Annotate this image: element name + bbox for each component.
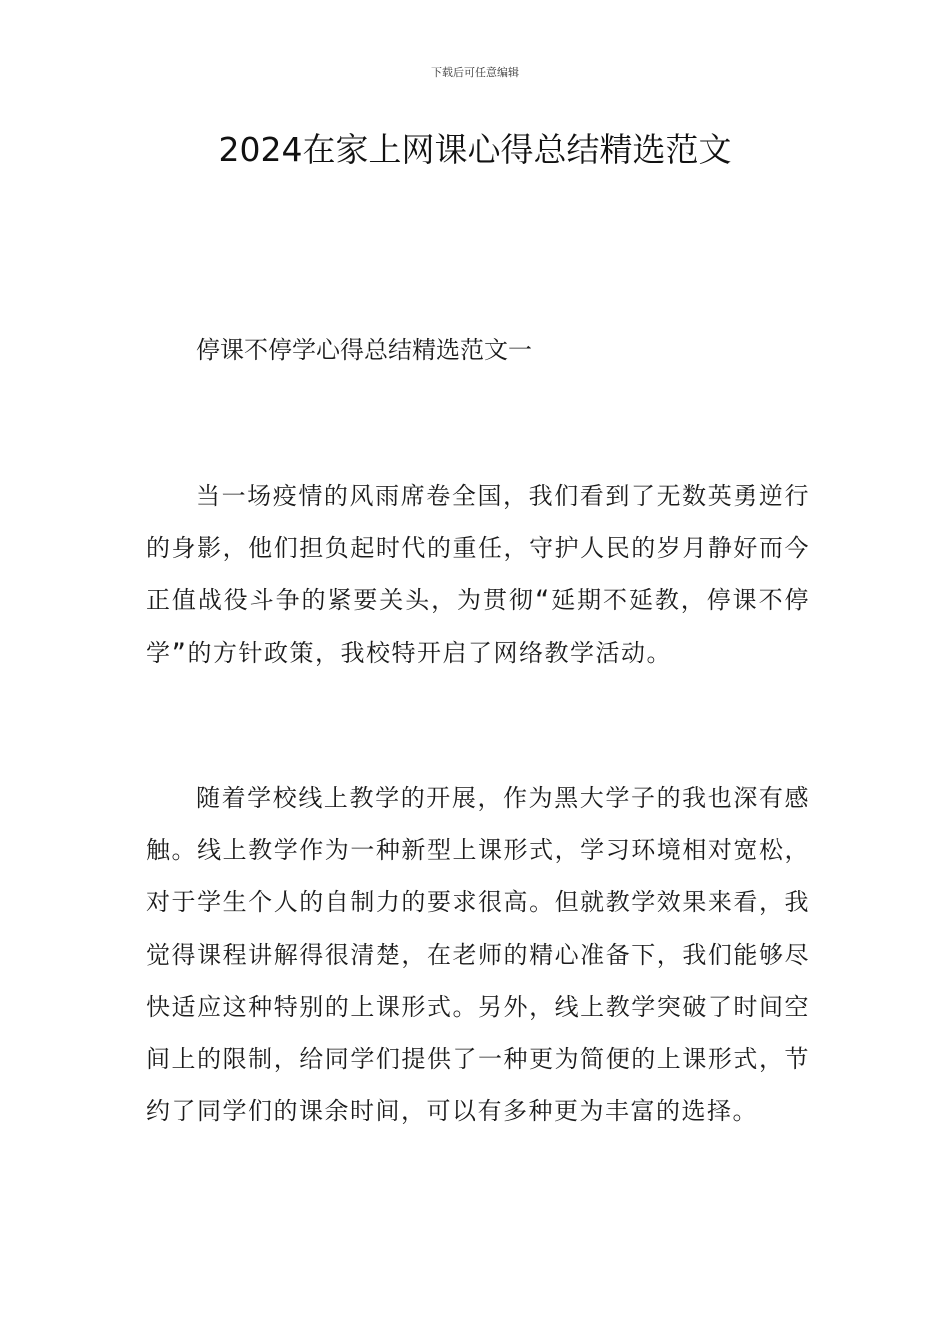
section-heading: 停课不停学心得总结精选范文一 <box>196 336 532 364</box>
paragraph-1: 当一场疫情的风雨席卷全国，我们看到了无数英勇逆行的身影，他们担负起时代的重任，守护人民的岁月静好而今正值战役斗争的紧要关头，为贯彻“延期不延教，停课不停学”的方针政策，我校特开启了网络教学活动。 <box>146 482 810 667</box>
document-title: 2024在家上网课心得总结精选范文 <box>218 130 732 169</box>
header-note: 下载后可任意编辑 <box>431 66 519 79</box>
paragraph-2: 随着学校线上教学的开展，作为黑大学子的我也深有感触。线上教学作为一种新型上课形式，学习环境相对宽松，对于学生个人的自制力的要求很高。但就教学效果来看，我觉得课程讲解得很清楚，在老师的精心准备下，我们能够尽快适应这种特别的上课形式。另外，线上教学突破了时间空间上的限制，给同学们提供了一种更为简便的上课形式，节约了同学们的课余时间，可以有多种更为丰富的选择。 <box>146 784 810 1126</box>
